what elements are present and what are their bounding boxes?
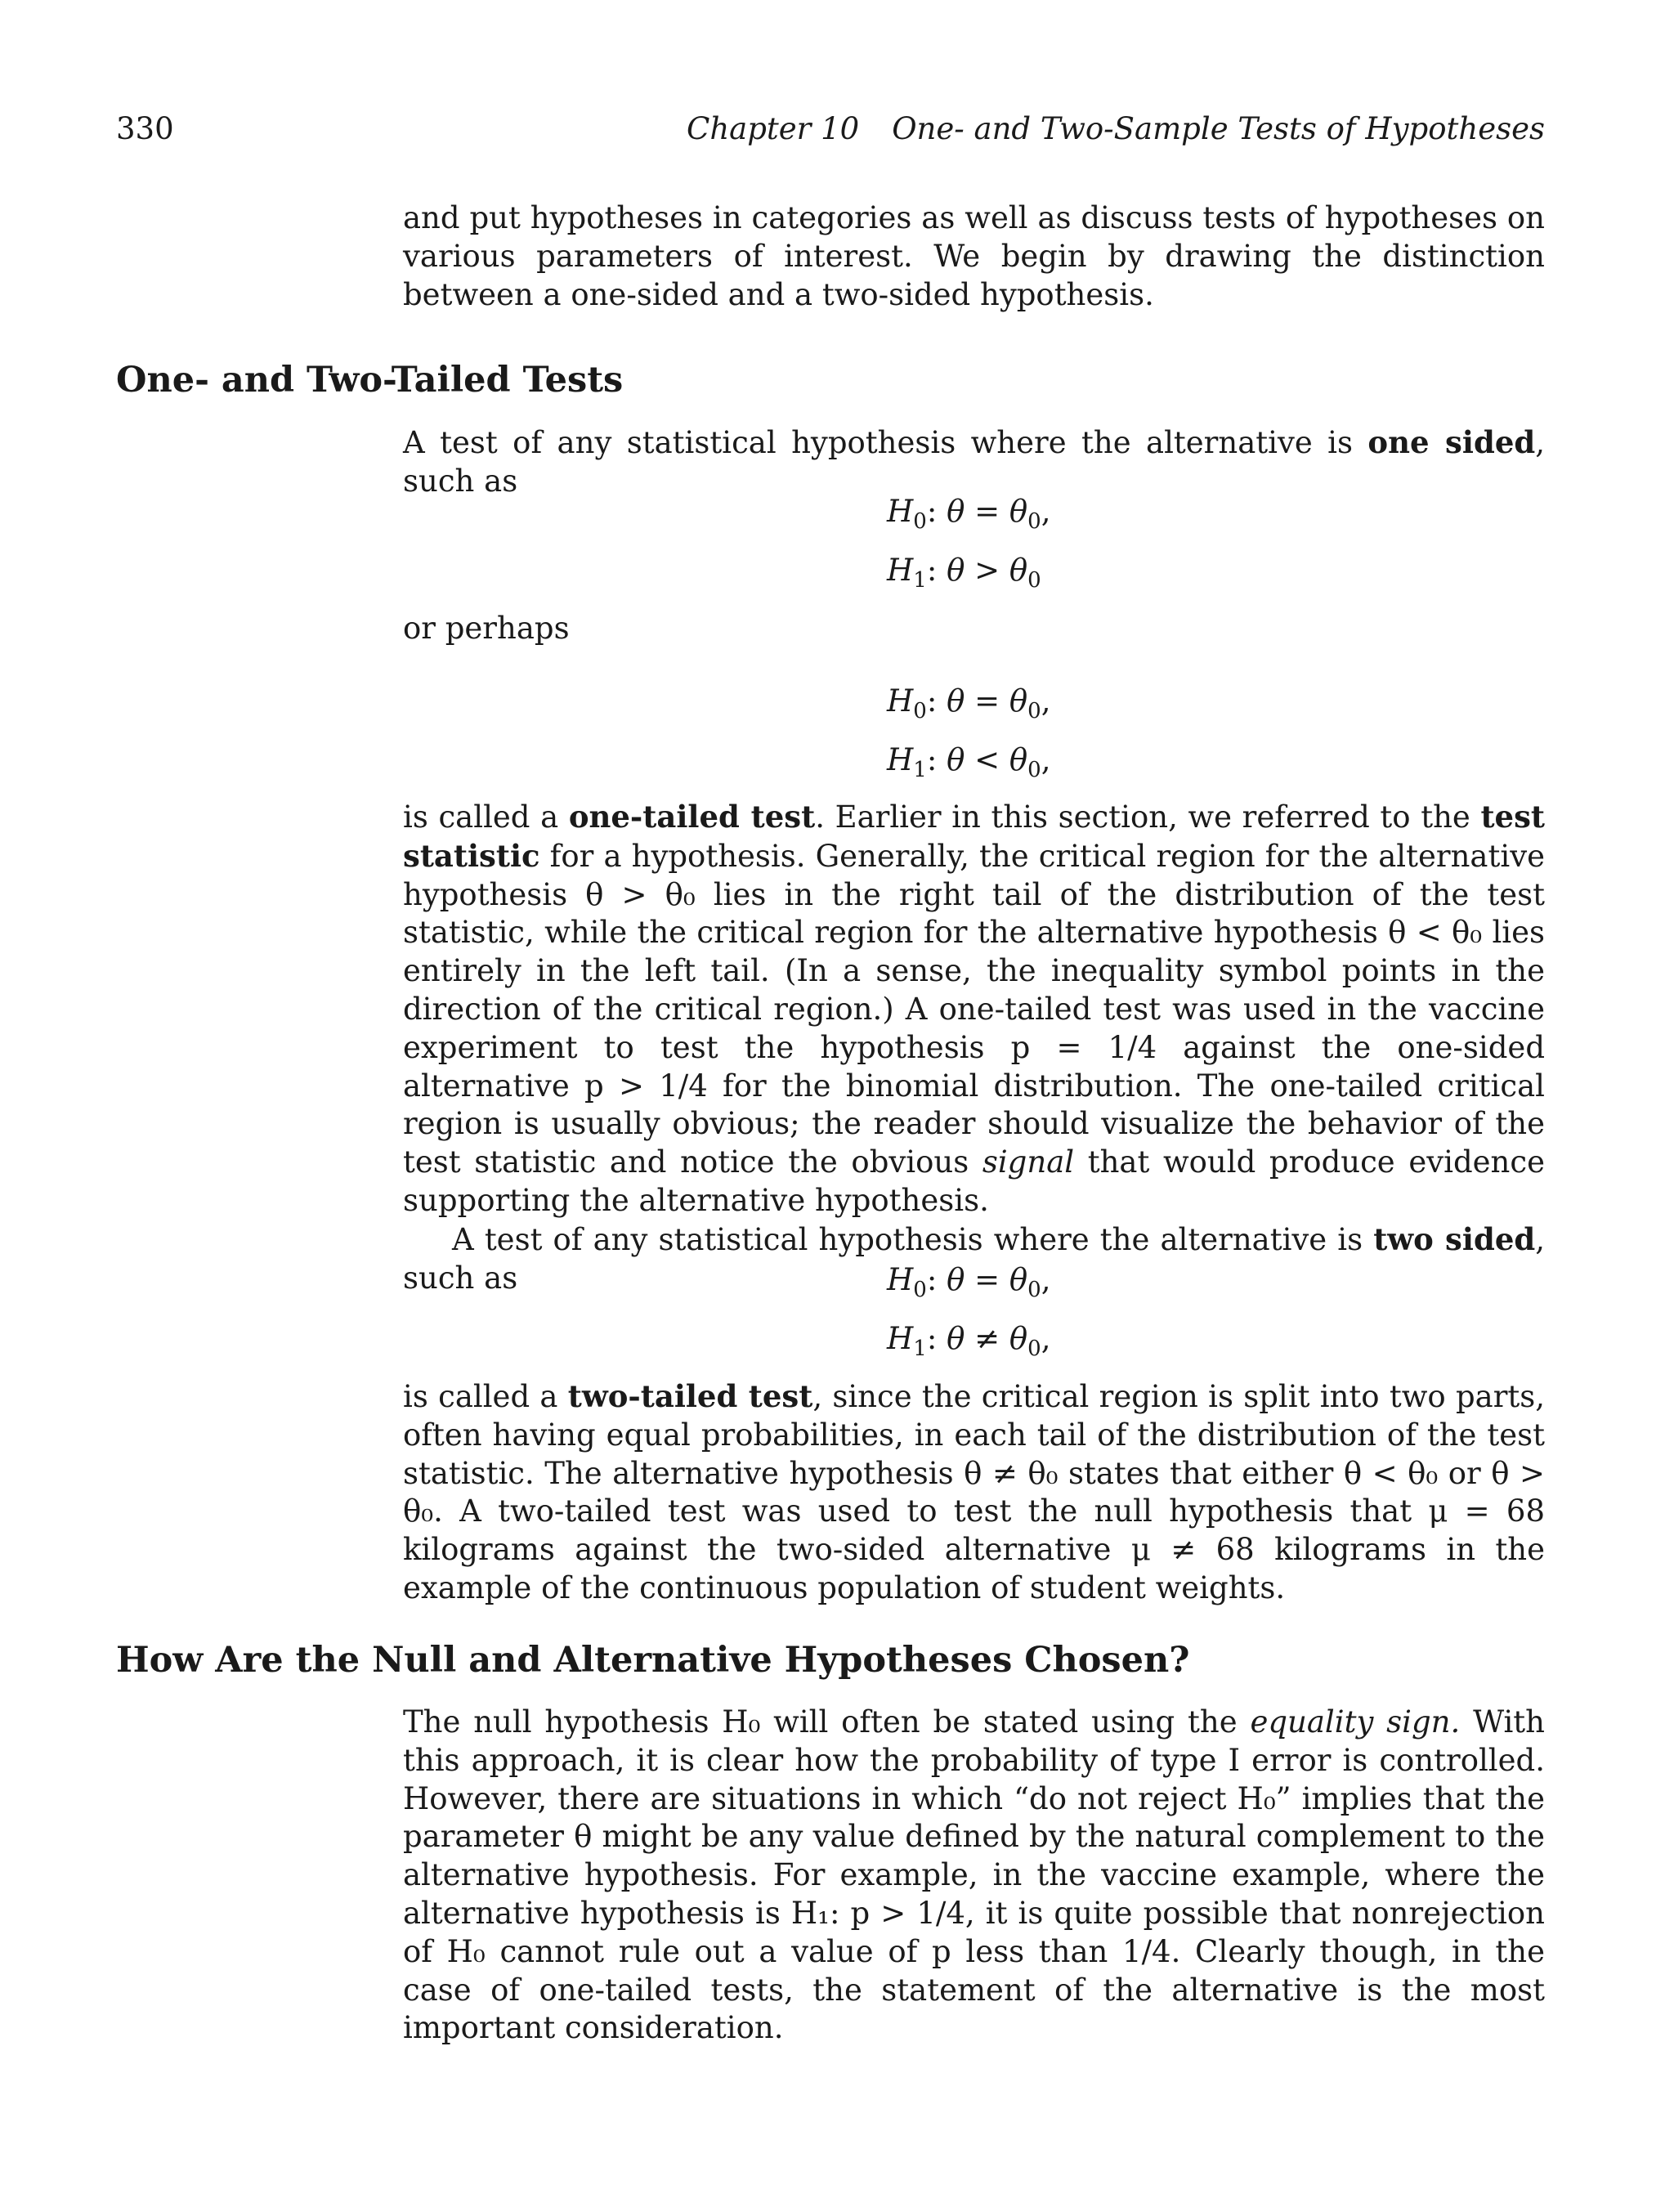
or-perhaps: or perhaps [403,611,570,646]
paragraph-null-hypothesis: The null hypothesis H₀ will often be stated using the equality sign. With this approach, it is clear how the probability of type I error is controlled. However, there are situations in which “do not reject H₀” implies that the parameter θ might be any value defined by the natural complement to the alternative hypothesis. For example, in the vaccine example, where the alternative hypothesis is H₁: p > 1/4, it is quite possible that nonrejection of H₀ cannot rule out a value of p less than 1/4. Clearly though, in the case of one-tailed tests, the statement of the alternative is the most important consideration. [403,1704,1545,2046]
term-two-sided: two sided [1373,1220,1536,1257]
term-one-tailed-test: one-tailed test [568,799,816,835]
intro-text: and put hypotheses in categories as well as discuss tests of hypotheses on various parameters of interest. We begin by drawing the distinction between a one-sided and a two-sided hypothesis. [403,200,1545,312]
term-two-tailed-test: two-tailed test [567,1378,813,1414]
term-signal: signal [982,1144,1075,1180]
paragraph-two-tailed: is called a two-tailed test, since the critical region is split into two parts, often having equal probabilities, in each tail of the distribution of the test statistic. The alternative hypothesis θ ≠ θ₀ states that either θ < θ₀ or θ > θ₀. A two-tailed test was used to test the null hypothesis that μ = 68 kilograms against the two-sided alternative μ ≠ 68 kilograms in the example of the continuous population of student weights. [403,1378,1545,1605]
equation-h0: $H_0$: $\theta = \theta_0$, [887,683,1051,723]
section-heading-null-alternative: How Are the Null and Alternative Hypotheses Chosen? [116,1640,1190,1681]
display-equation-1 [887,487,1050,605]
intro-paragraph [403,199,1545,314]
paragraph-one-tailed: is called a one-tailed test. Earlier in this section, we referred to the test statistic for a hypothesis. Generally, the critical region for the alternative hypothesis θ > θ₀ lies in the right tail of the distribution of the test statistic, while the critical region for the alternative hypothesis θ < θ₀ lies entirely in the left tail. (In a sense, the inequality symbol points in the direction of the critical region.) A one-tailed test was used in the vaccine experiment to test the hypothesis p = 1/4 against the one-sided alternative p > 1/4 for the binomial distribution. The one-tailed critical region is usually obvious; the reader should visualize the behavior of the test statistic and notice the obvious signal that would produce evidence supporting the alternative hypothesis. A test of any statistical hypothesis where the alternative is two sided, such as [403,799,1545,1296]
equation-h1: $H_1$: $\theta > \theta_0$ [887,553,1041,593]
page-number: 330 [116,111,174,146]
display-equation-3 [887,1256,1050,1373]
section-heading-tailed-tests: One- and Two-Tailed Tests [116,360,624,401]
text: , such as [403,425,1545,499]
term-equality-sign: equality sign. [1250,1704,1461,1740]
term-test-statistic: test statistic [403,799,1545,874]
equation-h0: $H_0$: $\theta = \theta_0$, [887,1262,1051,1302]
chapter-title: One- and Two-Sample Tests of Hypotheses [892,111,1545,146]
running-header [687,111,1545,146]
equation-h1: $H_1$: $\theta < \theta_0$, [887,742,1051,782]
equation-h0: $H_0$: $\theta = \theta_0$, [887,494,1051,534]
equation-h1: $H_1$: $\theta \ne \theta_0$, [887,1321,1051,1361]
text: A test of any statistical hypothesis where the alternative is [403,425,1368,460]
display-equation-2 [887,677,1050,795]
term-one-sided: one sided [1367,424,1536,460]
chapter-label: Chapter 10 [687,111,860,146]
